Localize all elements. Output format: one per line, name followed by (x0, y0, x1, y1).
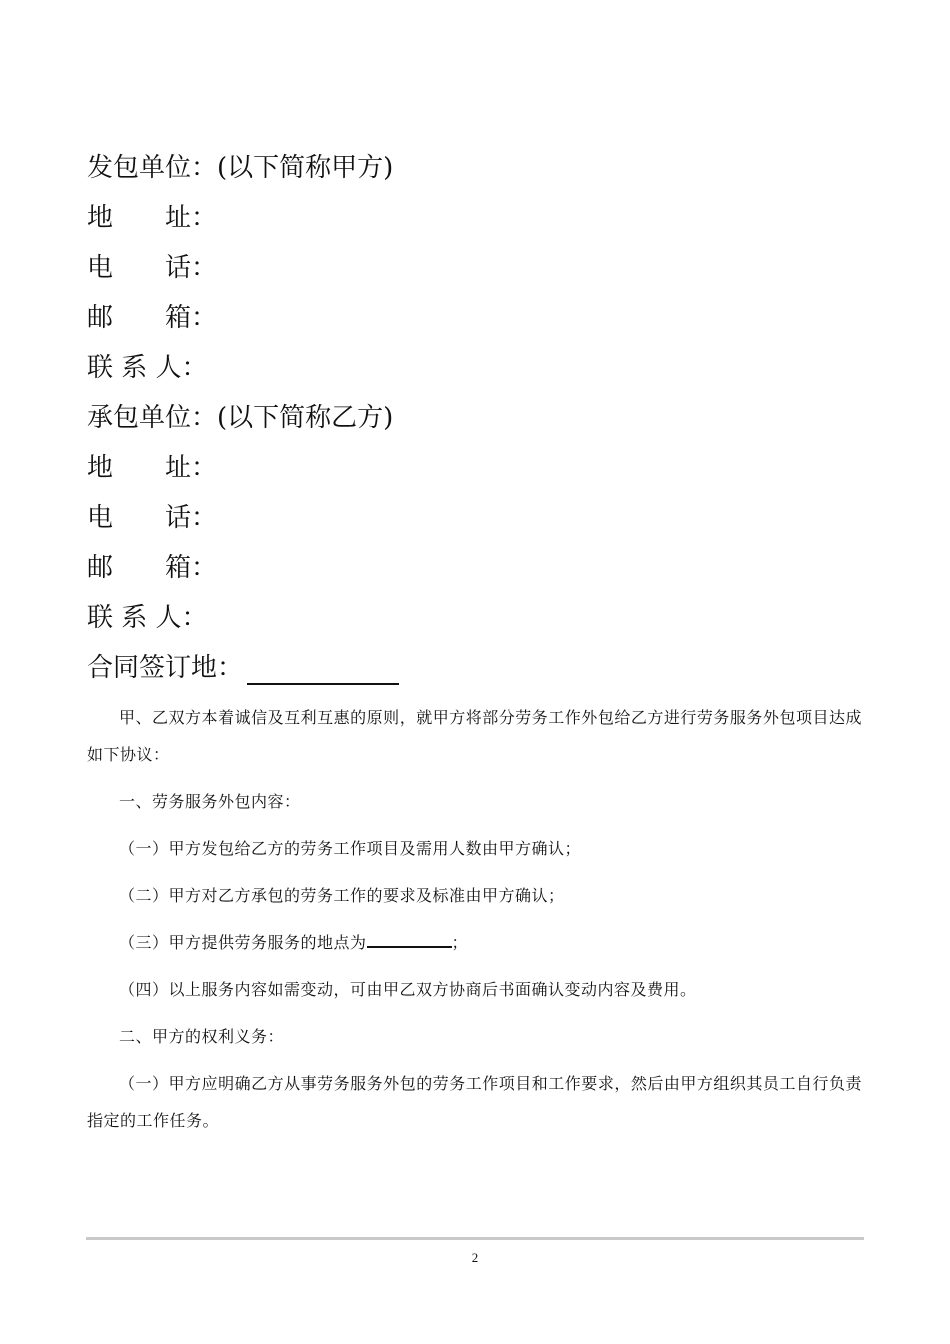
section1-item3-suffix: ； (451, 933, 469, 952)
party-b-phone-label: 电 话： (87, 503, 218, 533)
party-b-address-label: 地 址： (87, 453, 218, 483)
signing-place-blank (247, 657, 399, 685)
party-a-email-label: 邮 箱： (87, 303, 218, 333)
intro-paragraph: 甲、乙双方本着诚信及互利互惠的原则，就甲方将部分劳务工作外包给乙方进行劳务服务外包项目达成如下协议： (87, 708, 862, 764)
section1-heading: 一、劳务服务外包内容： (119, 792, 301, 811)
service-location-blank (367, 928, 452, 948)
section1-item2: （二）甲方对乙方承包的劳务工作的要求及标准由甲方确认； (119, 886, 565, 905)
party-b-title: 承包单位：(以下简称乙方) (87, 403, 394, 433)
party-a-address-label: 地 址： (87, 203, 218, 233)
party-a-phone-label: 电 话： (87, 253, 218, 283)
signing-place-row (87, 651, 399, 685)
section1-item3-prefix: （三）甲方提供劳务服务的地点为 (119, 933, 367, 952)
section2-item1: （一）甲方应明确乙方从事劳务服务外包的劳务工作项目和工作要求，然后由甲方组织其员工自行负责指定的工作任务。 (87, 1074, 862, 1130)
section2-heading: 二、甲方的权利义务： (119, 1027, 285, 1046)
party-a-title: 发包单位：(以下简称甲方) (87, 153, 394, 183)
page-number: 2 (471, 1250, 479, 1265)
party-b-contact-label: 联 系 人： (87, 603, 208, 633)
footer-divider (86, 1237, 864, 1240)
signing-place-label: 合同签订地： (87, 653, 244, 683)
party-a-contact-label: 联 系 人： (87, 353, 208, 383)
party-b-email-label: 邮 箱： (87, 553, 218, 583)
section1-item4: （四）以上服务内容如需变动，可由甲乙双方协商后书面确认变动内容及费用。 (119, 980, 697, 999)
section1-item1: （一）甲方发包给乙方的劳务工作项目及需用人数由甲方确认； (119, 839, 582, 858)
section1-item3 (87, 924, 862, 961)
